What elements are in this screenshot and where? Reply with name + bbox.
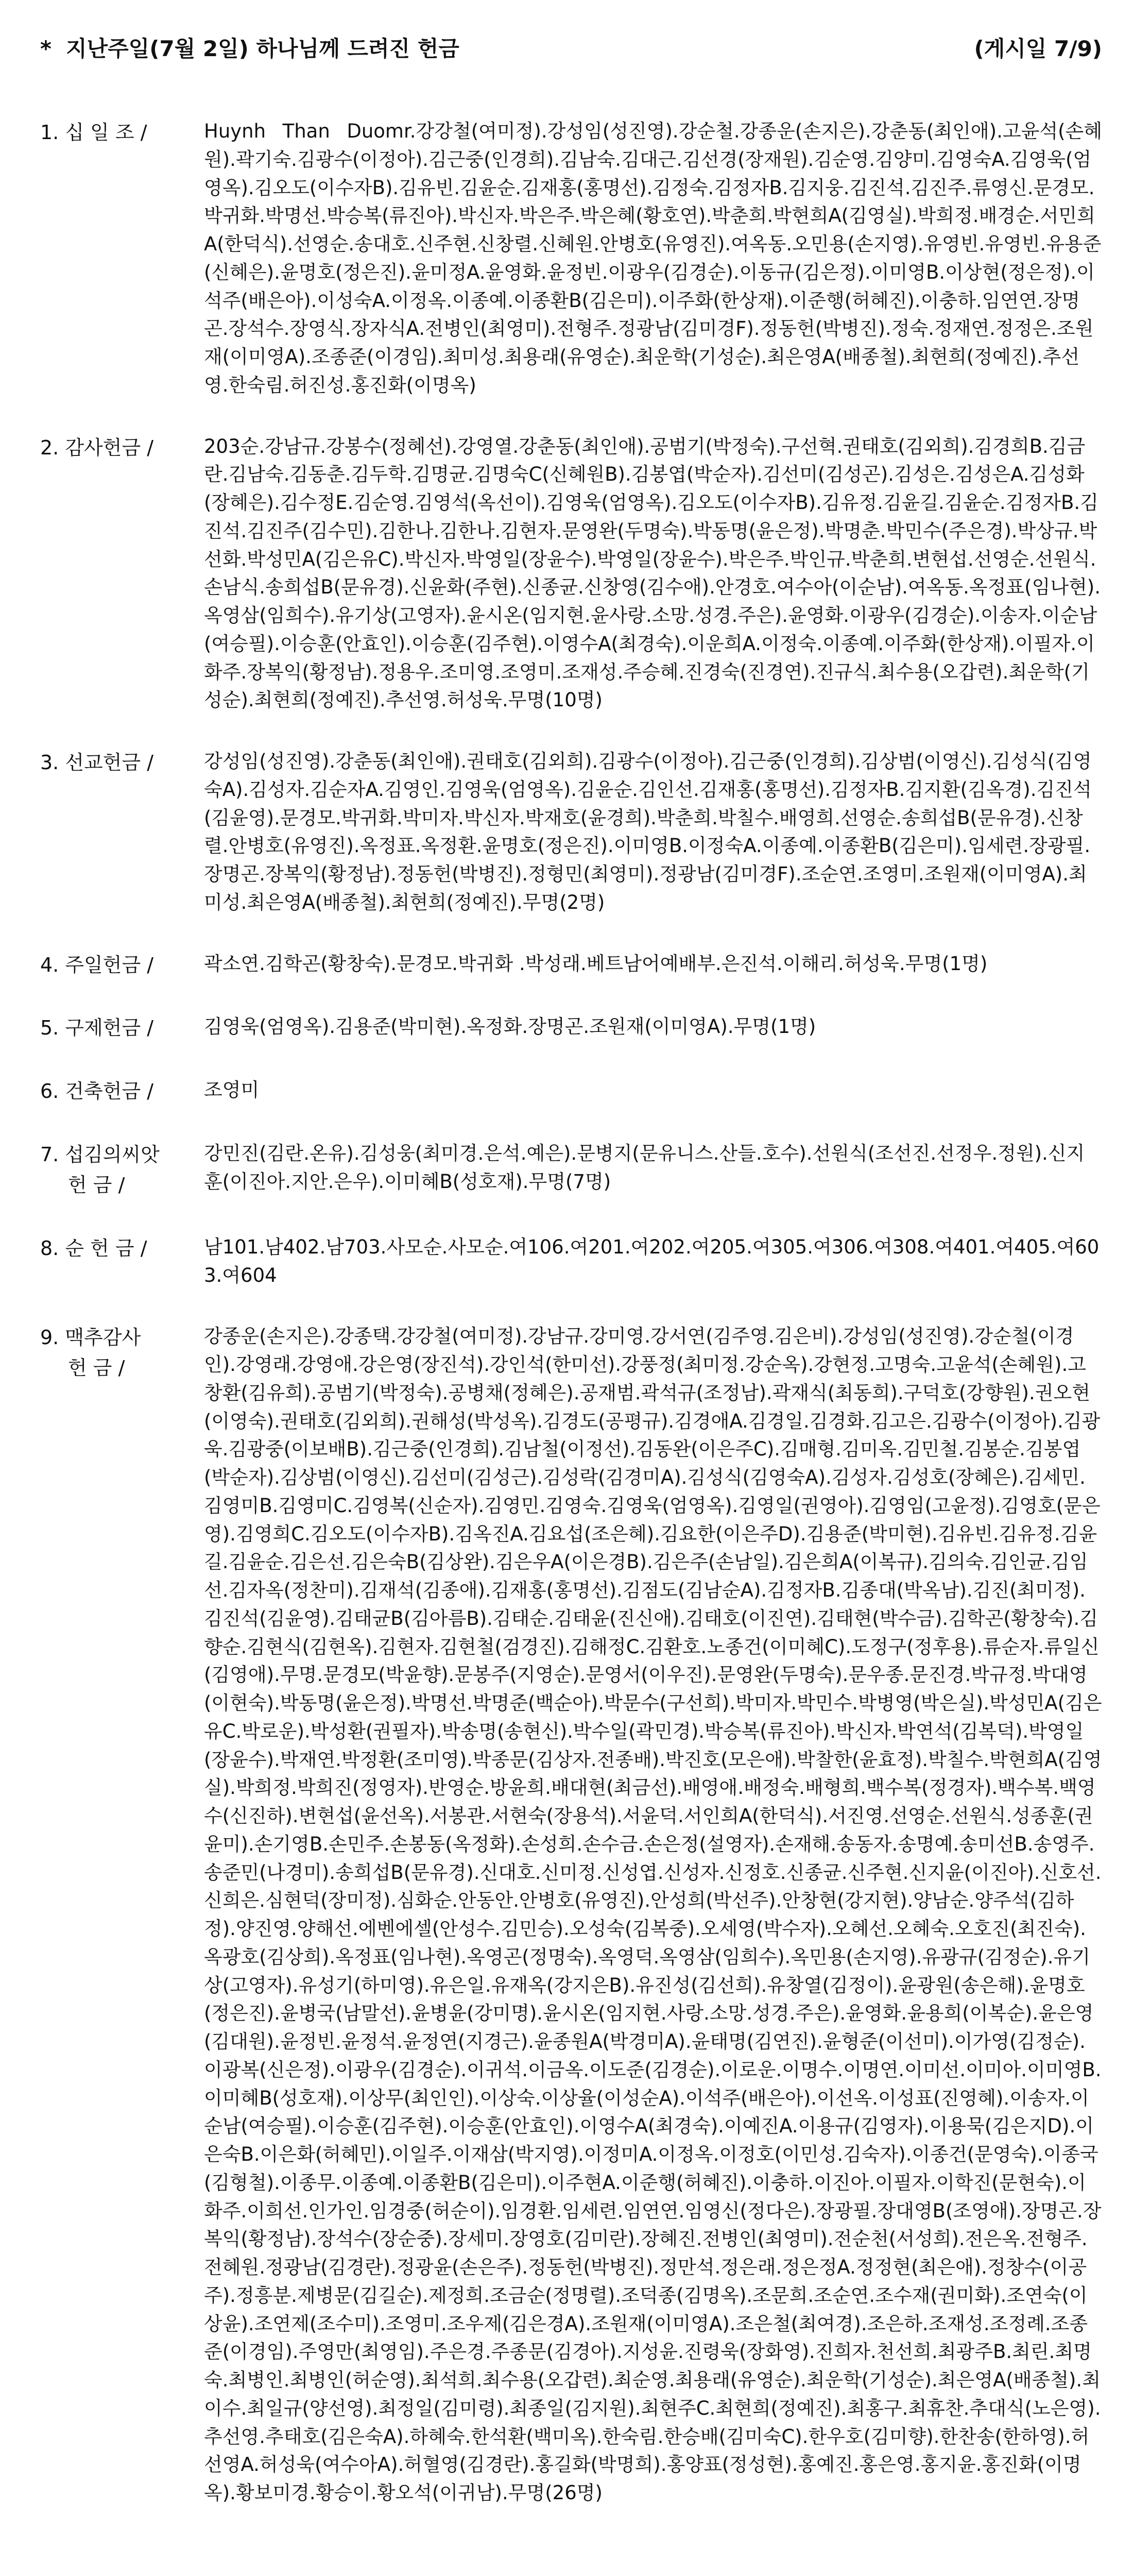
offering-section-thanksgiving <box>40 433 1102 715</box>
section-names: 곽소연.김학곤(황창숙).문경모.박귀화 .박성래.베트남어예배부.은진석.이해리.허성욱.무명(1명) <box>204 952 988 975</box>
section-label: 1. 십 일 조 / <box>40 121 147 144</box>
section-label: 6. 건축헌금 / <box>40 1080 154 1103</box>
offering-section-tithe <box>40 117 1102 400</box>
offering-list <box>40 117 1102 2540</box>
offering-section-cell-group <box>40 1233 1102 1290</box>
section-label: 9. 맥추감사 헌 금 / <box>40 1326 141 1380</box>
offering-section-service-seed <box>40 1140 1102 1200</box>
section-label: 4. 주일헌금 / <box>40 953 154 976</box>
section-label: 5. 구제헌금 / <box>40 1016 154 1040</box>
offering-section-harvest-thanksgiving <box>40 1323 1102 2507</box>
offering-section-building <box>40 1076 1102 1107</box>
section-label: 3. 선교헌금 / <box>40 751 154 774</box>
offering-section-mission <box>40 748 1102 917</box>
section-label: 2. 감사헌금 / <box>40 436 154 459</box>
section-names: 김영욱(엄영옥).김용준(박미현).옥정화.장명곤.조원재(이미영A).무명(1명) <box>204 1015 816 1038</box>
notice-header <box>40 32 1102 63</box>
section-label: 7. 섭김의씨앗 헌 금 / <box>40 1143 160 1197</box>
asterisk-icon: * <box>40 36 52 61</box>
section-names: 강성임(성진영).강춘동(최인애).권태호(김외희).김광수(이정아).김근중(인경희).김상범(이영신).김성식(김영숙A).김성자.김순자A.김영인.김영욱(엄영옥).김윤순.김인선.김재홍(홍명선).김정자B.김지환(김옥경).김진석(김윤영).문경모.박귀화.박미자.박신자.박재호(윤경희).박춘희.박칠수.배영희.선영순.송희섭B(문유경).신창렬.안병호(유영진).옥정표.옥정환.윤명호(정은진).이미영B.이정숙A.이종예.이종환B(김은미).임세련.장광필.장명곤.장복익(황정남).정동헌(박병진).정형민(최영미).정광남(김미경F).조순연.조영미.조원재(이미영A).최미성.최은영A(배종철).최현희(정예진).무명(2명) <box>204 750 1092 913</box>
section-names: Huynh Than Duomr.강강철(여미정).강성임(성진영).강순철.강종운(손지은).강춘동(최인애).고윤석(손혜원).곽기숙.김광수(이정아).김근중(인경희).김남숙.김대근.김선경(장재원).김순영.김양미.김영숙A.김영욱(엄영옥).김오도(이수자B).김유빈.김윤순.김재홍(홍명선).김정숙.김정자B.김지웅.김진석.김진주.류영신.문경모.박귀화.박명선.박승복(류진아).박신자.박은주.박은혜(황호연).박춘희.박현희A(김영실).박희정.배경순.서민희A(한덕식).선영순.송대호.신주현.신창렬.신혜원.안병호(유영진).여옥동.오민용(손지영).유영빈.유영빈.유용준(신혜은).윤명호(정은진).윤미정A.윤영화.윤정빈.이광우(김경순).이동규(김은정).이미영B.이상현(정은정).이석주(배은아).이성숙A.이정옥.이종예.이종환B(김은미).이주화(한상재).이준행(허혜진).이충하.임연연.장명곤.장석수.장영식.장자식A.전병인(최영미).전형주.정광남(김미경F).정동헌(박병진).정숙.정재연.정정은.조원재(이미영A).조종준(이경임).최미성.최용래(유영순).최운학(기성순).최은영A(배종철).최현희(정예진).추선영.한숙림.허진성.홍진화(이명옥) <box>204 120 1102 396</box>
offering-section-relief <box>40 1013 1102 1043</box>
section-names: 조영미 <box>204 1079 260 1101</box>
page-title: 지난주일(7월 2일) 하나님께 드려진 헌금 <box>65 36 459 61</box>
section-names: 강민진(김란.온유).김성웅(최미경.은석.예은).문병지(문유니스.산들.호수).선원식(조선진.선정우.정원).신지훈(이진아.지안.은우).이미혜B(성호재).무명(7명) <box>204 1142 1085 1193</box>
posting-date: (게시일 7/9) <box>974 36 1102 61</box>
section-label: 8. 순 헌 금 / <box>40 1236 147 1260</box>
section-names: 강종운(손지은).강종택.강강철(여미정).강남규.강미영.강서연(김주영.김은비).강성임(성진영).강순철(이경인).강영래.강영애.강은영(장진석).강인석(한미선).강풍정(최미정.강순옥).강현정.고명숙.고윤석(손혜원).고창환(김유희).공범기(박정숙).공병채(정혜은).공재범.곽석규(조정남).곽재식(최동희).구덕호(강향원).권오현(이영숙).권태호(김외희).권해성(박성옥).김경도(공평규).김경애A.김경일.김경화.김고은.김광수(이정아).김광욱.김광중(이보배B).김근중(인경희).김남철(이정선).김동완(이은주C).김매형.김미옥.김민철.김봉순.김봉엽(박순자).김상범(이영신).김선미(김성근).김성락(김경미A).김성식(김영숙A).김성자.김성호(장혜은).김세민.김영미B.김영미C.김영복(신순자).김영민.김영숙.김영욱(엄영옥).김영일(권영아).김영임(고윤정).김영호(문은영).김영희C.김오도(이수자B).김옥진A.김요섭(조은혜).김요한(이은주D).김용준(박미현).김유빈.김유정.김윤길.김윤순.김은선.김은숙B(김상완).김은우A(이은경B).김은주(손남일).김은희A(이복규).김의숙.김인균.김임선.김자옥(정찬미).김재석(김종애).김재홍(홍명선).김점도(김남순A).김정자B.김종대(박옥남).김진(최미정).김진석(김윤영).김태균B(김아름B).김태순.김태윤(진신애).김태호(이진연).김태현(박수금).김학곤(황창숙).김향순.김현식(김현옥).김현자.김현철(검경진).김해정C.김환호.노종건(이미혜C).도정구(정후용).류순자.류일신(김영애).무명.문경모(박윤향).문봉주(지영순).문영서(이우진).문영완(두명숙).문우종.문진경.박규정.박대영(이현숙).박동명(윤은정).박명선.박명준(백순아).박문수(구선희).박미자.박민수.박병영(박은실).박성민A(김은유C.박로운).박성환(권필자).박송명(송현신).박수일(곽민경).박승복(류진아).박신자.박연석(김복덕).박영일(장윤수).박재연.박정환(조미영).박종문(김상자.전종배).박진호(모은애).박찰한(윤효정).박칠수.박현희A(김영실).박희정.박희진(정영자).반영순.방윤희.배대현(최금선).배영애.배정숙.배형희.백수복(정경자).백수복.백영수(신진하).변현섭(윤선옥).서봉관.서현숙(장용석).서윤덕.서인희A(한덕식).서진영.선영순.선원식.성종훈(권윤미).손기영B.손민주.손봉동(옥정화).손성희.손수금.손은정(설영자).손재해.송동자.송명예.송미선B.송영주.송준민(나경미).송희섭B(문유경).신대호.신미정.신성엽.신성자.신정호.신종균.신주현.신지윤(이진아).신호선.신희은.심현덕(장미정).심화순.안동안.안병호(유영진).안성희(박선주).안창현(강지현).양남순.양주석(김하정).양진영.양해선.에벤에셀(안성수.김민승).오성숙(김복중).오세영(박수자).오혜선.오혜숙.오호진(최진숙).옥광호(김상희).옥정표(임나현).옥영곤(정명숙).옥영덕.옥영삼(임희수).옥민용(손지영).유광규(김정순).유기상(고영자).유성기(하미영).유은일.유재옥(강지은B).유진성(김선희).유창열(김정이).윤광원(송은해).윤명호(정은진).윤병국(남말선).윤병윤(강미명).윤시온(임지현.사랑.소망.성경.주은).윤영화.윤용희(이복순).윤은영(김대원).윤정빈.윤정석.윤정연(지경근).윤종원A(박경미A).윤태명(김연진).윤형준(이선미).이가영(김정순).이광복(신은정).이광우(김경순).이귀석.이금옥.이도준(김경순).이로운.이명수.이명연.이미선.이미아.이미영B.이미혜B(성호재).이상무(최인인).이상숙.이상율(이성순A).이석주(배은아).이선옥.이성표(진영혜).이송자.이순남(여승필).이승훈(김주현).이승훈(안효인).이영수A(최경숙).이예진A.이용규(김영자).이용묵(김은지D).이은숙B.이은화(허혜민).이일주.이재삼(박지영).이정미A.이정옥.이정호(이민성.김숙자).이종건(문영숙).이종국(김형철).이종무.이종예.이종환B(김은미).이주현A.이준행(허혜진).이충하.이진아.이필자.이학진(문현숙).이화주.이희선.인가인.임경중(허순이).임경환.임세련.임연연.임영신(정다은).장광필.장대영B(조영애).장명곤.장복익(황정남).장석수(장순중).장세미.장영호(김미란).장혜진.전병인(최영미).전순천(서성희).전은옥.전형주.전혜원.정광남(김경란).정광윤(손은주).정동헌(박병진).정만석.정은래.정은정A.정정현(최은애).정창수(이공주).정흥분.제병문(김길순).제정희.조금순(정명렬).조덕종(김명옥).조문희.조순연.조수재(권미화).조연숙(이상윤).조연제(조수미).조영미.조우제(김은경A).조원재(이미영A).조은철(최여경).조은하.조재성.조정례.조종준(이경임).주영만(최영임).주은경.주종문(김경아).지성윤.진령욱(장화영).진희자.천선희.최광주B.최린.최명숙.최병인.최병인(허순영).최석희.최수용(오갑련).최순영.최용래(유영순).최운학(기성순).최은영A(배종철).최이수.최일규(양선영).최정일(김미령).최종일(김지원).최현주C.최현희(정예진).최홍구.최휴찬.추대식(노은영).추선영.추태호(김은숙A).하혜숙.한석환(백미옥).한숙림.한승배(김미숙C).한우호(김미향).한찬송(한하영).허선영A.허성욱(여수아A).허혈영(김경란).홍길화(박명희).홍양표(정성현).홍예진.홍은영.홍지윤.홍진화(이명옥).황보미경.황승이.황오석(이귀남).무명(26명) <box>204 1325 1102 2504</box>
section-names: 남101.남402.남703.사모순.사모순.여106.여201.여202.여205.여305.여306.여308.여401.여405.여603.여604 <box>204 1235 1100 1286</box>
offering-section-sunday <box>40 950 1102 980</box>
title-group <box>40 32 459 63</box>
section-names: 203순.강남규.강봉수(정혜선).강영열.강춘동(최인애).공범기(박정숙).구선혁.권태호(김외희).김경희B.김금란.김남숙.김동춘.김두학.김명균.김명숙C(신혜원B).김봉엽(박순자).김선미(김성곤).김성은.김성은A.김성화(장혜은).김수정E.김순영.김영석(옥선이).김영욱(엄영옥).김오도(이수자B).김유정.김윤길.김윤순.김정자B.김진석.김진주(김수민).김한나.김한나.김현자.문영완(두명숙).박동명(윤은정).박명춘.박민수(주은경).박상규.박선화.박성민A(김은유C).박신자.박영일(장윤수).박영일(장윤수).박은주.박인규.박춘희.변현섭.선영순.선원식.손남식.송희섭B(문유경).신윤화(주현).신종균.신창영(김수애).안경호.여수아(이순남).여옥동.옥정표(임나현).옥영삼(임희수).유기상(고영자).윤시온(임지현.윤사랑.소망.성경.주은).윤영화.이광우(김경순).이송자.이순남(여승필).이승훈(안효인).이승훈(김주현).이영수A(최경숙).이운희A.이정숙.이종예.이주화(한상재).이필자.이화주.장복익(황정남).정용우.조미영.조영미.조재성.주승혜.진경숙(진경연).진규식.최수용(오갑련).최운학(기성순).최현희(정예진).추선영.허성욱.무명(10명) <box>204 435 1101 711</box>
